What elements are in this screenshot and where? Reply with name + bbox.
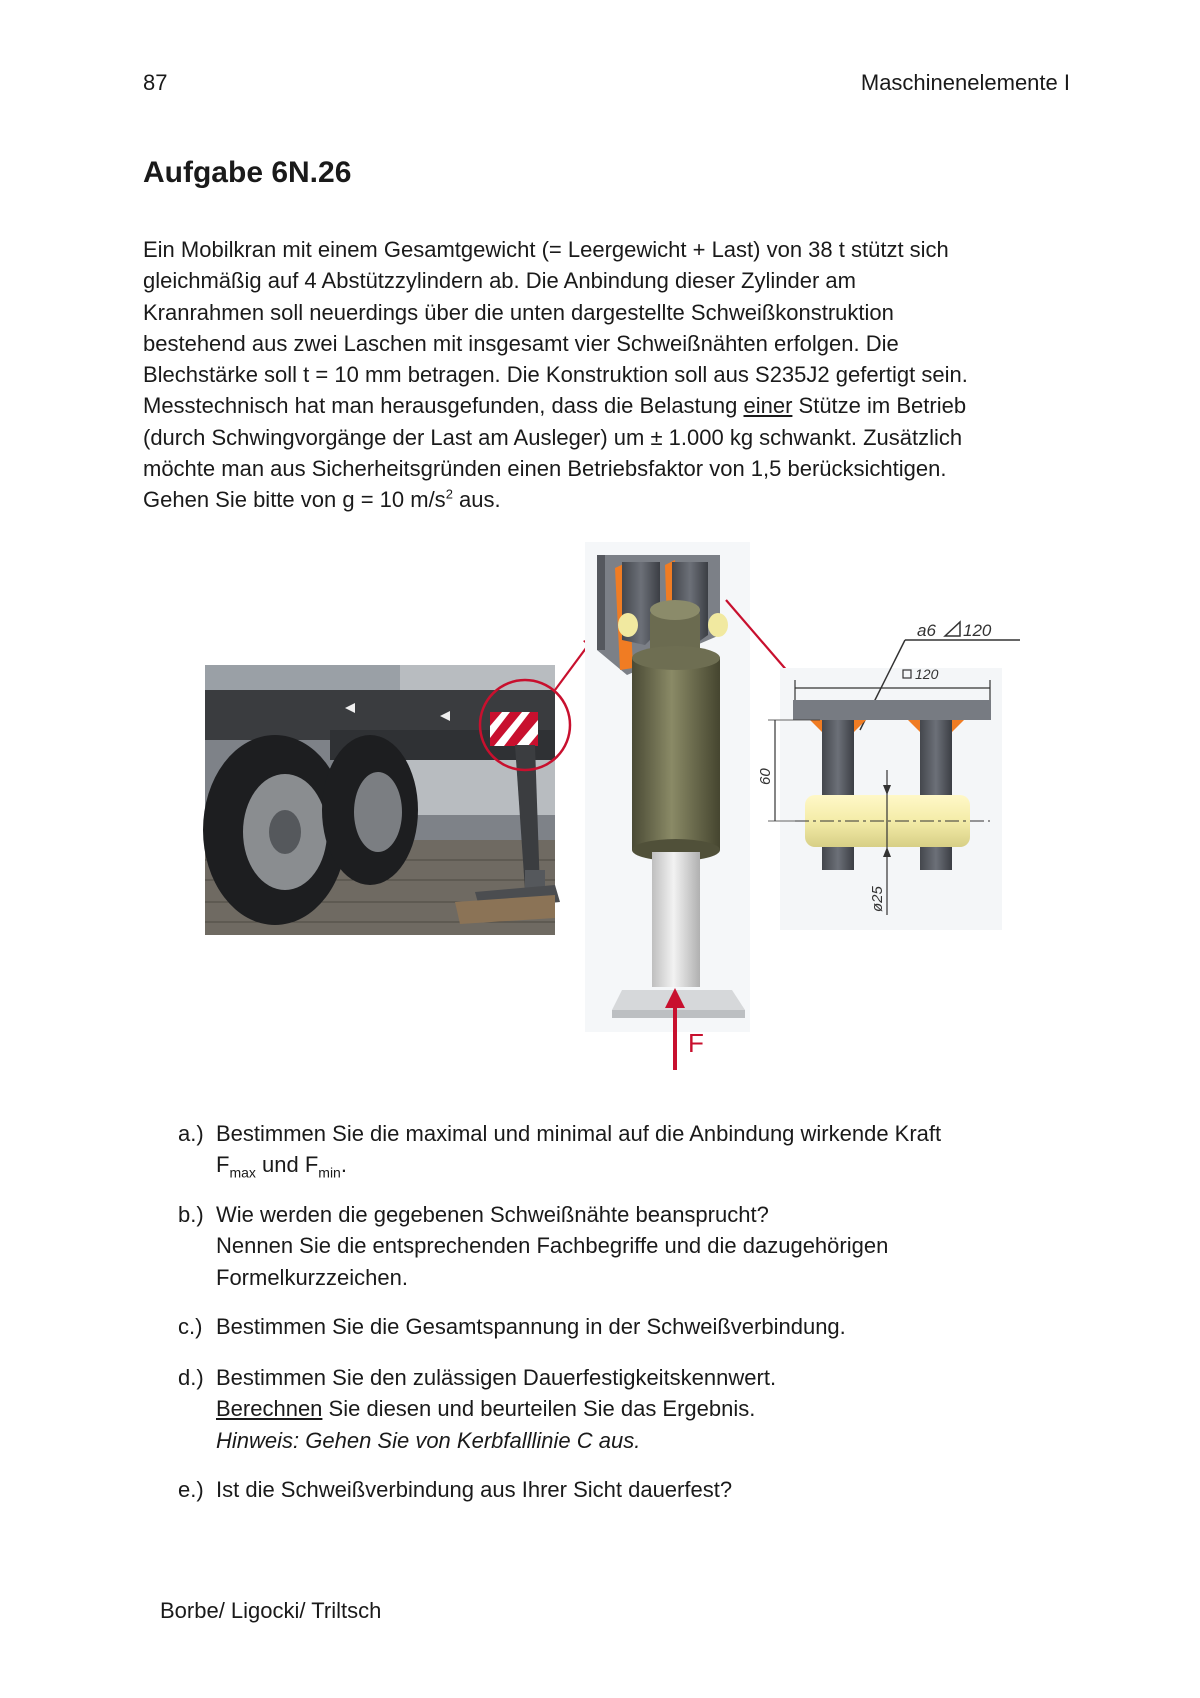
question-letter: c.) [178,1314,203,1339]
weld-length-label: 120 [963,621,992,640]
question-c [178,1311,1058,1342]
plate-width-label: 120 [915,666,939,682]
exponent: 2 [445,487,453,503]
footer-authors: Borbe/ Ligocki/ Triltsch [160,1598,382,1623]
intro-line: Ein Mobilkran mit einem Gesamtgewicht (= Leergewicht + Last) von 38 t stützt sich [143,237,949,262]
intro-line: gleichmäßig auf 4 Abstützzylindern ab. Die Anbindung dieser Zylinder am [143,268,856,294]
support-cylinder-3d [585,542,750,1032]
question-text: Bestimmen Sie die Gesamtspannung in der Schweißverbindung. [216,1314,846,1339]
question-text: Bestimmen Sie die maximal und minimal auf die Anbindung wirkende Kraft [216,1121,942,1146]
task-description [143,234,1083,516]
question-e [178,1474,1058,1505]
question-text: Nennen Sie die entsprechenden Fachbegriffe und die dazugehörigen [216,1233,889,1259]
question-letter: e.) [178,1477,204,1502]
crane-photo [203,665,570,935]
intro-line: (durch Schwingvorgänge der Last am Ausleger) um ± 1.000 kg schwankt. Zusätzlich [143,424,963,450]
dim-diameter-label: ø25 [869,886,886,912]
question-d [178,1362,1058,1456]
intro-line [143,390,1083,421]
intro-text: Stütze im Betrieb [792,393,967,419]
intro-underlined-word: einer [743,393,793,419]
intro-line: Kranrahmen soll neuerdings über die unten dargestellte Schweißkonstruktion [143,299,894,325]
question-text: Formelkurzzeichen. [216,1264,408,1290]
question-hint: Hinweis: Gehen Sie von Kerbfalllinie C aus. [216,1427,641,1453]
intro-line: möchte man aus Sicherheitsgründen einen Betriebsfaktor von 1,5 berücksichtigen. [143,456,947,482]
subscript: min [318,1164,341,1181]
intro-text: Gehen Sie bitte von g = 10 m/s [143,487,446,513]
intro-text: aus. [452,487,501,513]
question-letter: a.) [178,1121,204,1146]
warning-plate [490,712,538,746]
crane-support-figure [0,540,1200,1070]
dim-60-label: 60 [757,768,774,785]
question-text: Wie werden die gegebenen Schweißnähte beansprucht? [216,1202,769,1227]
question-text: Ist die Schweißverbindung aus Ihrer Sicht dauerfest? [216,1477,733,1502]
question-letter: d.) [178,1365,204,1390]
fillet-weld-icon [945,622,960,636]
underlined-word: Berechnen [216,1396,323,1422]
header-title: Maschinenelemente I [860,70,1070,95]
subscript: max [229,1164,256,1181]
question-b [178,1199,1058,1293]
intro-line: Blechstärke soll t = 10 mm betragen. Die Konstruktion soll aus S235J2 gefertigt sein. [143,362,968,388]
question-text [216,1149,1058,1180]
question-text: Bestimmen Sie den zulässigen Dauerfestigkeitskennwert. [216,1365,777,1390]
intro-line [143,484,1083,515]
task-title: Aufgabe 6N.26 [143,156,352,189]
weld-technical-drawing [757,621,1020,930]
intro-line: bestehend aus zwei Laschen mit insgesamt vier Schweißnähten erfolgen. Die [143,330,899,356]
symbol: F [216,1152,230,1178]
question-a [178,1118,1058,1181]
question-text [216,1393,1058,1424]
question-letter: b.) [178,1202,204,1227]
page-number: 87 [143,70,168,95]
question-text-rest: Sie diesen und beurteilen Sie das Ergebnis. [322,1396,756,1422]
intro-text: Messtechnisch hat man herausgefunden, dass die Belastung [143,393,744,419]
force-label: F [688,1028,704,1058]
wheel [322,735,418,885]
symbol: . [340,1152,347,1178]
weld-throat-label: a6 [917,621,936,640]
symbol: und F [255,1152,319,1178]
